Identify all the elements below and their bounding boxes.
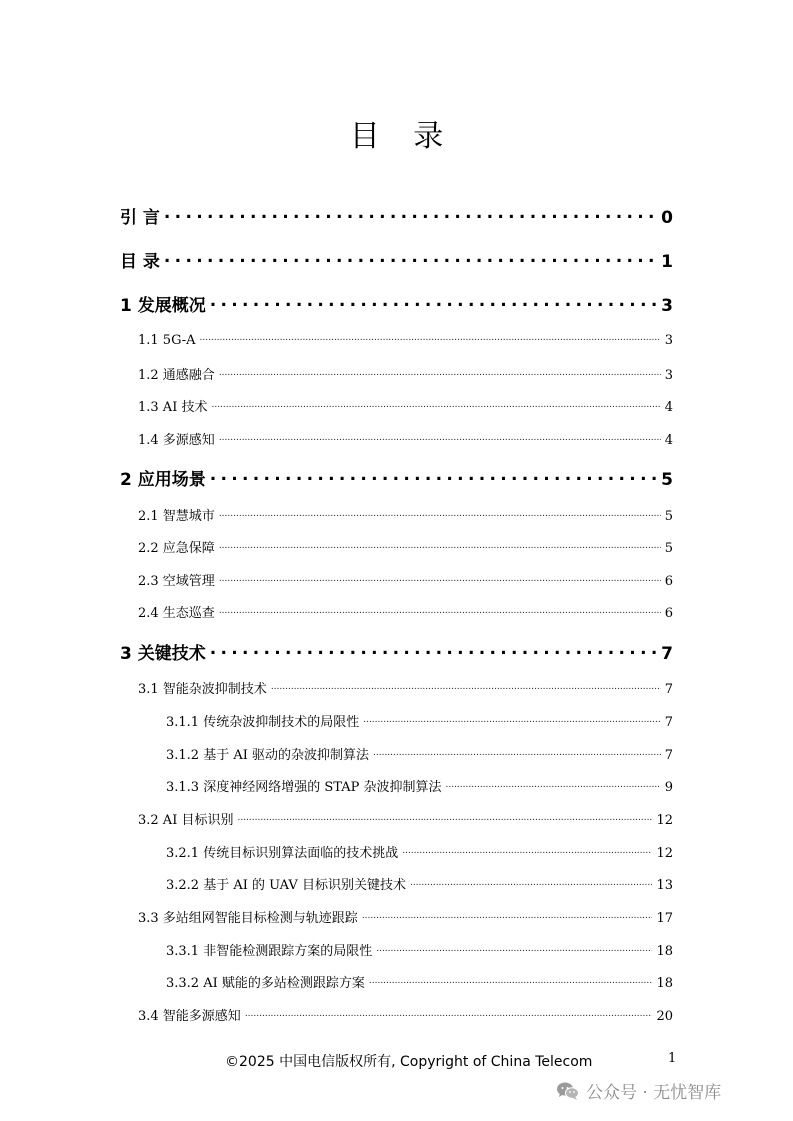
toc-entry-page: 7 xyxy=(664,748,673,763)
toc-entry-1-2[interactable] xyxy=(138,364,673,383)
toc-entry-2-1[interactable] xyxy=(138,505,673,524)
toc-entry-label: 目 录 xyxy=(120,252,160,272)
toc-entry-3-1-2[interactable] xyxy=(166,744,673,763)
toc-entry-page: 13 xyxy=(656,878,673,893)
toc-entry-1-1[interactable] xyxy=(138,331,673,348)
dot-leader xyxy=(363,713,661,726)
toc-entry-page: 3 xyxy=(664,368,673,383)
dot-leader xyxy=(362,909,653,922)
toc-entry-page: 5 xyxy=(661,470,673,490)
toc-entry-label: 2.3 空域管理 xyxy=(138,574,215,589)
toc-entry-label: 引 言 xyxy=(120,208,160,228)
toc-entry-label: 1.1 5G-A xyxy=(138,333,196,348)
dot-leader xyxy=(164,206,657,223)
dot-leader xyxy=(219,604,661,617)
toc-entry-label: 2.2 应急保障 xyxy=(138,541,215,556)
toc-entry-label: 3.1 智能杂波抑制技术 xyxy=(138,682,267,697)
toc-entry-page: 7 xyxy=(664,682,673,697)
dot-leader xyxy=(402,844,652,857)
toc-entry-label: 1.3 AI 技术 xyxy=(138,400,208,415)
page-title: 目 录 xyxy=(349,119,456,154)
toc-entry-label: 3.2 AI 目标识别 xyxy=(138,813,234,828)
toc-entry-3-2-2[interactable] xyxy=(166,874,673,893)
toc-entry-label: 2 应用场景 xyxy=(120,470,206,490)
dot-leader xyxy=(245,1007,653,1020)
toc-entry-label: 3 关键技术 xyxy=(120,644,206,664)
toc-entry-page: 4 xyxy=(664,400,673,415)
toc-entry-page: 6 xyxy=(664,606,673,621)
dot-leader xyxy=(219,507,661,520)
toc-entry-label: 3.1.2 基于 AI 驱动的杂波抑制算法 xyxy=(166,748,369,763)
watermark xyxy=(556,1078,721,1103)
toc-entry-label: 3.3.2 AI 赋能的多站检测跟踪方案 xyxy=(166,976,365,991)
dot-leader xyxy=(219,431,661,444)
dot-leader xyxy=(219,366,661,379)
toc-entry-3-1-1[interactable] xyxy=(166,711,673,730)
toc-entry-contents[interactable] xyxy=(120,247,673,272)
toc-entry-3-2[interactable] xyxy=(138,809,673,828)
toc-entry-page: 9 xyxy=(664,780,673,795)
toc-entry-page: 5 xyxy=(664,509,673,524)
dot-leader xyxy=(376,942,652,955)
dot-leader xyxy=(373,746,661,759)
toc-entry-2-4[interactable] xyxy=(138,602,673,621)
wechat-icon xyxy=(556,1081,580,1101)
toc-entry-page: 6 xyxy=(664,574,673,589)
footer-copyright: ©2025 中国电信版权所有, Copyright of China Telecom xyxy=(225,1054,593,1070)
toc-entry-label: 3.2.2 基于 AI 的 UAV 目标识别关键技术 xyxy=(166,878,406,893)
toc-entry-page: 1 xyxy=(661,252,673,272)
toc-entry-page: 3 xyxy=(661,296,673,316)
toc-entry-label: 3.1.1 传统杂波抑制技术的局限性 xyxy=(166,715,360,730)
toc-entry-3-2-1[interactable] xyxy=(166,842,673,861)
toc-entry-3-4[interactable] xyxy=(138,1005,673,1024)
toc-entry-2-2[interactable] xyxy=(138,537,673,556)
toc-entry-3-1[interactable] xyxy=(138,678,673,697)
toc-entry-label: 3.3 多站组网智能目标检测与轨迹跟踪 xyxy=(138,911,358,926)
dot-leader xyxy=(369,974,653,987)
toc-entry-3-3[interactable] xyxy=(138,907,673,926)
toc-entry-page: 12 xyxy=(656,813,673,828)
toc-entry-chapter-1[interactable] xyxy=(120,291,673,316)
dot-leader xyxy=(210,642,657,659)
toc-entry-3-1-3[interactable] xyxy=(166,776,673,795)
dot-leader xyxy=(219,572,661,585)
toc-entry-label: 3.4 智能多源感知 xyxy=(138,1009,241,1024)
dot-leader xyxy=(210,468,657,485)
dot-leader xyxy=(199,331,660,344)
toc-entry-3-3-2[interactable] xyxy=(166,972,673,991)
toc-entry-page: 17 xyxy=(656,911,673,926)
dot-leader xyxy=(164,250,657,267)
toc-entry-page: 12 xyxy=(656,846,673,861)
toc-entry-chapter-2[interactable] xyxy=(120,465,673,490)
toc-entry-label: 2.4 生态巡查 xyxy=(138,606,215,621)
toc-entry-chapter-3[interactable] xyxy=(120,639,673,664)
dot-leader xyxy=(210,294,657,311)
toc-entry-label: 1 发展概况 xyxy=(120,296,206,316)
toc-entry-intro[interactable] xyxy=(120,203,673,228)
toc-entry-1-4[interactable] xyxy=(138,429,673,448)
toc-entry-label: 3.3.1 非智能检测跟踪方案的局限性 xyxy=(166,944,373,959)
toc-entry-page: 20 xyxy=(656,1009,673,1024)
toc-entry-1-3[interactable] xyxy=(138,396,673,415)
toc-entry-page: 7 xyxy=(664,715,673,730)
toc-entry-page: 5 xyxy=(664,541,673,556)
dot-leader xyxy=(271,680,661,693)
toc-entry-2-3[interactable] xyxy=(138,570,673,589)
toc-entry-page: 3 xyxy=(664,333,673,348)
toc-entry-label: 2.1 智慧城市 xyxy=(138,509,215,524)
toc-entry-label: 1.4 多源感知 xyxy=(138,433,215,448)
toc-entry-label: 3.1.3 深度神经网络增强的 STAP 杂波抑制算法 xyxy=(166,780,442,795)
toc-entry-label: 1.2 通感融合 xyxy=(138,368,215,383)
toc-entry-page: 4 xyxy=(664,433,673,448)
toc-entry-3-3-1[interactable] xyxy=(166,940,673,959)
toc-entry-page: 18 xyxy=(656,944,673,959)
toc-entry-label: 3.2.1 传统目标识别算法面临的技术挑战 xyxy=(166,846,399,861)
page-number: 1 xyxy=(668,1051,677,1066)
watermark-text: 公众号 · 无忧智库 xyxy=(586,1083,722,1103)
toc-entry-page: 7 xyxy=(661,644,673,664)
dot-leader xyxy=(410,876,653,889)
dot-leader xyxy=(211,398,660,411)
toc-entry-page: 18 xyxy=(656,976,673,991)
toc-entry-page: 0 xyxy=(661,208,673,228)
dot-leader xyxy=(219,539,661,552)
dot-leader xyxy=(445,778,660,791)
dot-leader xyxy=(237,811,652,824)
